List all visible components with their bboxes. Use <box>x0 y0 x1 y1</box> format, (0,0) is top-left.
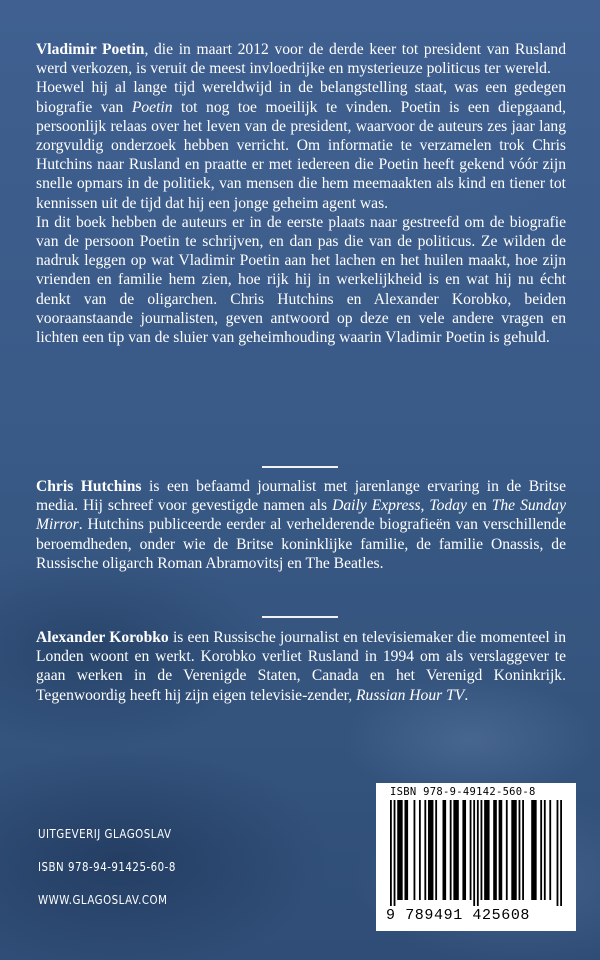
barcode-bar <box>560 800 562 906</box>
author-bio-korobko <box>36 628 566 705</box>
korobko-text-2: . <box>464 686 469 704</box>
barcode-bar <box>531 800 536 900</box>
korobko-paragraph <box>36 628 566 705</box>
barcode-bar <box>390 800 392 906</box>
barcode-bar <box>414 800 416 900</box>
intro-paragraph-2-text-b: tot nog toe moeilijk te vinden. Poetin is een diepgaand, persoonlijk relaas over het leven van de president, waarvoor de auteurs zes jaar lang zorgvuldig onderzoek hebben verricht. Om informatie te verzamelen trok Chris Hutchins naar Rusland en praatte er met iedereen die Poetin heeft gekend vóór zijn snelle opmars in de politiek, van mensen die hem meemaakten als kind en tiener tot kennissen uit de tijd dat hij een jonge geheim agent was. <box>36 98 566 212</box>
barcode-bar <box>540 800 542 900</box>
intro-paragraph-1-text: , die in maart 2012 voor de derde keer tot president van Rusland werd verkozen, is veruit de meest invloedrijke en mysterieuze politicus ter wereld. <box>36 41 566 78</box>
barcode-bar <box>397 800 402 900</box>
barcode-bar <box>462 800 466 900</box>
korobko-name: Alexander Korobko <box>36 629 169 646</box>
barcode-bar <box>435 800 437 900</box>
barcode-bar <box>404 800 408 900</box>
barcode-bar <box>481 800 483 900</box>
barcode-bar <box>519 800 521 900</box>
hutchins-text-3: en <box>466 497 492 515</box>
book-description <box>36 40 566 347</box>
barcode-bar <box>450 800 452 900</box>
barcode-bar <box>428 800 433 900</box>
hutchins-publication-2: Today <box>429 497 467 515</box>
barcode-bar <box>493 800 497 900</box>
section-divider <box>262 616 338 618</box>
korobko-channel-name: Russian Hour TV <box>356 686 465 704</box>
barcode-bar <box>473 800 475 906</box>
korobko-text-1: is een Russische journalist en televisiemaker die momenteel in Londen woont en werkt. Korobko verliet Rusland in 1994 om als verslaggever te gaan werken in de Verenigde Staten, Canada en het Verenigd Koninkrijk. Tegenwoordig heeft hij zijn eigen televisie-zender, <box>36 629 566 704</box>
intro-paragraph-2 <box>36 78 566 212</box>
intro-book-title: Poetin <box>131 98 173 116</box>
hutchins-publication-1: Daily Express <box>332 497 421 515</box>
hutchins-paragraph <box>36 477 566 573</box>
barcode-bar <box>511 800 516 900</box>
barcode-bar <box>453 800 458 900</box>
barcode-bar <box>424 800 426 900</box>
intro-subject-name: Vladimir Poetin <box>36 41 145 58</box>
hutchins-text-4: . Hutchins publiceerde eerder al verhelderende biografieën van verschillende beroemdheden, onder wie de Britse koninklijke familie, de familie Onassis, de Russische oligarch Roman Abramovitsj en The Beatles. <box>36 516 566 572</box>
intro-paragraph-2-text-a: Hoewel hij al lange tijd wereldwijd in de belangstelling staat, was een gedegen biografie van <box>36 79 566 116</box>
barcode-bar <box>477 800 479 906</box>
section-divider <box>262 466 338 468</box>
barcode-bar <box>419 800 421 900</box>
publisher-url: WWW.GLAGOSLAV.COM <box>38 892 168 907</box>
publisher-isbn: ISBN 978-94-91425-60-8 <box>38 859 176 874</box>
barcode-icon <box>390 800 562 906</box>
barcode-bar <box>549 800 551 900</box>
hutchins-text-2: , <box>420 497 430 515</box>
intro-paragraph-1 <box>36 40 566 78</box>
barcode-bar <box>443 800 447 900</box>
hutchins-name: Chris Hutchins <box>36 478 142 495</box>
publisher-name: UITGEVERIJ GLAGOSLAV <box>38 826 172 841</box>
barcode-bar <box>394 800 396 906</box>
author-bio-hutchins <box>36 477 566 573</box>
barcode-bar <box>506 800 508 900</box>
intro-paragraph-3: In dit boek hebben de auteurs er in de eerste plaats naar gestreefd om de biografie van de persoon Poetin te schrijven, en dan pas die van de politicus. Ze wilden de nadruk leggen op wat Vladimir Poetin aan het lachen en het huilen maakt, hoe zijn vrienden en familie hem zien, hoe rijk hij in werkelijkheid is en wat hij nu écht denkt van de oligarchen. Chris Hutchins en Alexander Korobko, beiden vooraanstaande journalisten, geven antwoord op deze en vele andere vragen en lichten een tip van de sluier van geheimhouding waarin Vladimir Poetin is gehuld. <box>36 213 566 347</box>
barcode-isbn-text: ISBN 978-9-49142-560-8 <box>390 786 536 798</box>
barcode-bar <box>484 800 489 900</box>
barcode-bar <box>470 800 472 900</box>
barcode-digits: 9 789491 425608 <box>386 907 531 924</box>
barcode-bar <box>499 800 503 900</box>
hutchins-text-1: is een befaamd journalist met jarenlange ervaring in de Britse media. Hij schreef voor gevestigde namen als <box>36 478 566 515</box>
barcode-label <box>376 783 576 931</box>
barcode-bar <box>522 800 524 900</box>
hutchins-publication-3: The Sunday Mirror <box>36 497 566 534</box>
barcode-bar <box>544 800 546 900</box>
barcode-bar <box>557 800 559 906</box>
